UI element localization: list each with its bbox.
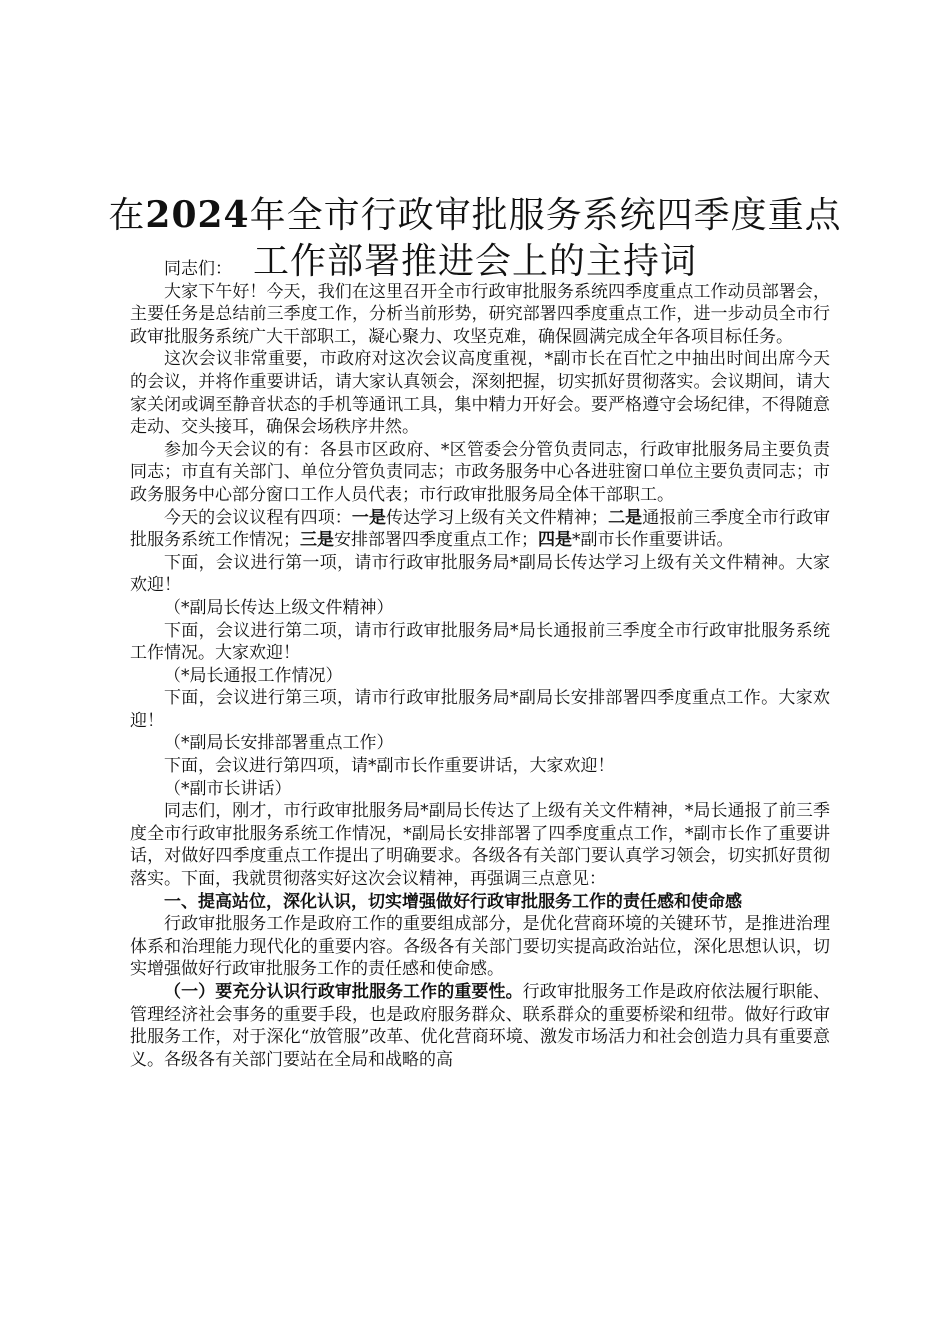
paragraph-agenda (130, 507, 830, 552)
section-1-body: 行政审批服务工作是政府工作的重要组成部分，是优化营商环境的关键环节，是推进治理体系和治理能力现代化的重要内容。各级各有关部门要切实提高政治站位，深化思想认识，切实增强做好行政审批服务工作的责任感和使命感。 (130, 914, 830, 980)
agenda-three-label: 三是 (300, 530, 334, 551)
section-1-heading: 一、提高站位，深化认识，切实增强做好行政审批服务工作的责任感和使命感 (164, 891, 742, 912)
subsection-1-text: 行政审批服务工作是政府依法履行职能、管理经济社会事务的重要手段，也是政府服务群众、联系群众的重要桥梁和纽带。做好行政审批服务工作，对于深化“放管服”改革、优化营商环境、激发市场活力和社会创造力具有重要意义。各级各有关部门要站在全局和战略的高 (130, 982, 831, 1070)
agenda-four-text: *副市长作重要讲话。 (572, 530, 734, 551)
agenda-one-label: 一是 (351, 507, 387, 528)
stage-note-3: （*副局长安排部署重点工作） (164, 733, 394, 754)
paragraph-importance: 这次会议非常重要，市政府对这次会议高度重视，*副市长在百忙之中抽出时间出席今天的会议，并将作重要讲话，请大家认真领会，深刻把握，切实抓好贯彻落实。会议期间，请大家关闭或调至静音状态的手机等通讯工具，集中精力开好会。要严格遵守会场纪律，不得随意走动、交头接耳，确保会场秩序井然。 (130, 349, 830, 438)
agenda-two-label: 二是 (608, 507, 643, 528)
paragraph-item-1: 下面，会议进行第一项，请市行政审批服务局*副局长传达学习上级有关文件精神。大家欢迎！ (130, 552, 830, 596)
paragraph-summary: 同志们，刚才，市行政审批服务局*副局长传达了上级有关文件精神，*局长通报了前三季度全市行政审批服务系统工作情况，*副局长安排部署了四季度重点工作，*副市长作了重要讲话，对做好四季度重点工作提出了明确要求。各级各有关部门要认真学习领会，切实抓好贯彻落实。下面，我就贯彻落实好这次会议精神，再强调三点意见： (130, 801, 830, 890)
agenda-three-text: 安排部署四季度重点工作； (334, 530, 538, 551)
agenda-two-text: 通报前三季度全市行政审批服务系统工作情况； (130, 507, 831, 551)
paragraph-item-4: 下面，会议进行第四项，请*副市长作重要讲话，大家欢迎！ (164, 756, 615, 777)
title-year: 2024 (145, 194, 250, 237)
agenda-one-text: 传达学习上级有关文件精神； (386, 507, 608, 528)
title-line1-rest: 年全市行政审批服务系统四季度重点 (249, 195, 842, 237)
stage-note-4: （*副市长讲话） (164, 778, 292, 799)
paragraph-item-3: 下面，会议进行第三项，请市行政审批服务局*副局长安排部署四季度重点工作。大家欢迎！ (130, 688, 830, 731)
document-body (130, 258, 830, 1071)
agenda-four-label: 四是 (538, 530, 572, 551)
title-prefix: 在 (108, 195, 146, 237)
subsection-1-label: （一）要充分认识行政审批服务工作的重要性。 (164, 982, 523, 1002)
title-line2: 工作部署推进会上的主持词 (252, 241, 697, 283)
stage-note-1: （*副局长传达上级文件精神） (164, 597, 394, 618)
subsection-1 (130, 981, 830, 1071)
paragraph-attendees: 参加今天会议的有：各县市区政府、*区管委会分管负责同志，行政审批服务局主要负责同志；市直有关部门、单位分管负责同志；市政务服务中心各进驻窗口单位主要负责同志；市政务服务中心部分窗口工作人员代表；市行政审批服务局全体干部职工。 (130, 439, 830, 505)
agenda-intro: 今天的会议议程有四项： (164, 507, 352, 528)
salutation: 同志们： (164, 259, 232, 279)
paragraph-opening: 大家下午好！今天，我们在这里召开全市行政审批服务系统四季度重点工作动员部署会，主要任务是总结前三季度工作，分析当前形势，研究部署四季度重点工作，进一步动员全市行政审批服务系统广大干部职工，凝心聚力、攻坚克难，确保圆满完成全年各项目标任务。 (130, 281, 830, 347)
paragraph-item-2: 下面，会议进行第二项，请市行政审批服务局*局长通报前三季度全市行政审批服务系统工作情况。大家欢迎！ (130, 620, 830, 664)
stage-note-2: （*局长通报工作情况） (164, 665, 343, 686)
